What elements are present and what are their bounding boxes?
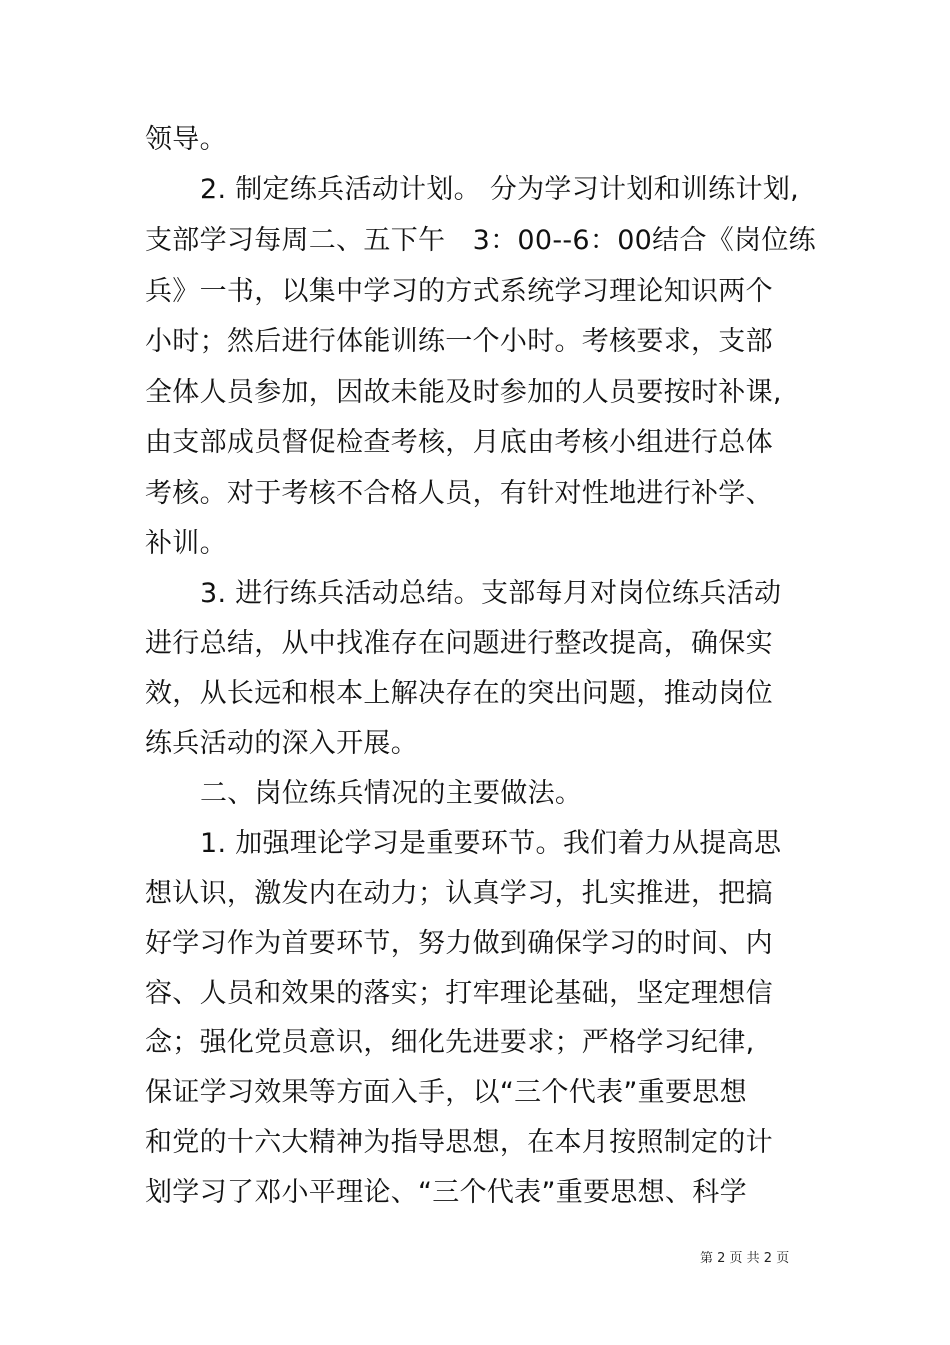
text-line: 划学习了邓小平理论、“三个代表”重要思想、科学 xyxy=(145,1177,747,1208)
text-line: 好学习作为首要环节，努力做到确保学习的时间、内 xyxy=(145,928,773,959)
text-line: 效，从长远和根本上解决存在的突出问题，推动岗位 xyxy=(145,678,773,709)
text-line: 容、人员和效果的落实；打牢理论基础，坚定理想信 xyxy=(145,978,773,1009)
text-line: 由支部成员督促检查考核，月底由考核小组进行总体 xyxy=(145,427,773,458)
text-line: 进行总结，从中找准存在问题进行整改提高，确保实 xyxy=(145,628,773,659)
text-line: 3. 进行练兵活动总结。支部每月对岗位练兵活动 xyxy=(200,578,782,609)
text-line: 1. 加强理论学习是重要环节。我们着力从提高思 xyxy=(200,828,782,859)
text-line: 兵》一书，以集中学习的方式系统学习理论知识两个 xyxy=(145,276,773,307)
text-line: 支部学习每周二、五下午 3：00--6：00结合《岗位练 xyxy=(145,225,816,256)
text-line: 领导。 xyxy=(145,124,227,155)
text-line: 小时；然后进行体能训练一个小时。考核要求，支部 xyxy=(145,326,773,357)
text-line: 补训。 xyxy=(145,528,227,559)
text-line: 和党的十六大精神为指导思想，在本月按照制定的计 xyxy=(145,1127,773,1158)
text-line: 2. 制定练兵活动计划。 分为学习计划和训练计划, xyxy=(200,174,800,205)
text-line: 练兵活动的深入开展。 xyxy=(145,728,418,759)
text-line: 全体人员参加，因故未能及时参加的人员要按时补课, xyxy=(145,377,782,408)
page-footer: 第 2 页 共 2 页 xyxy=(700,1251,790,1266)
text-line: 保证学习效果等方面入手，以“三个代表”重要思想 xyxy=(145,1077,747,1108)
text-line: 考核。对于考核不合格人员，有针对性地进行补学、 xyxy=(145,478,773,509)
section-heading: 二、岗位练兵情况的主要做法。 xyxy=(200,778,583,809)
text-line: 想认识，激发内在动力；认真学习，扎实推进，把搞 xyxy=(145,878,773,909)
text-line: 念；强化党员意识，细化先进要求；严格学习纪律, xyxy=(145,1027,755,1058)
